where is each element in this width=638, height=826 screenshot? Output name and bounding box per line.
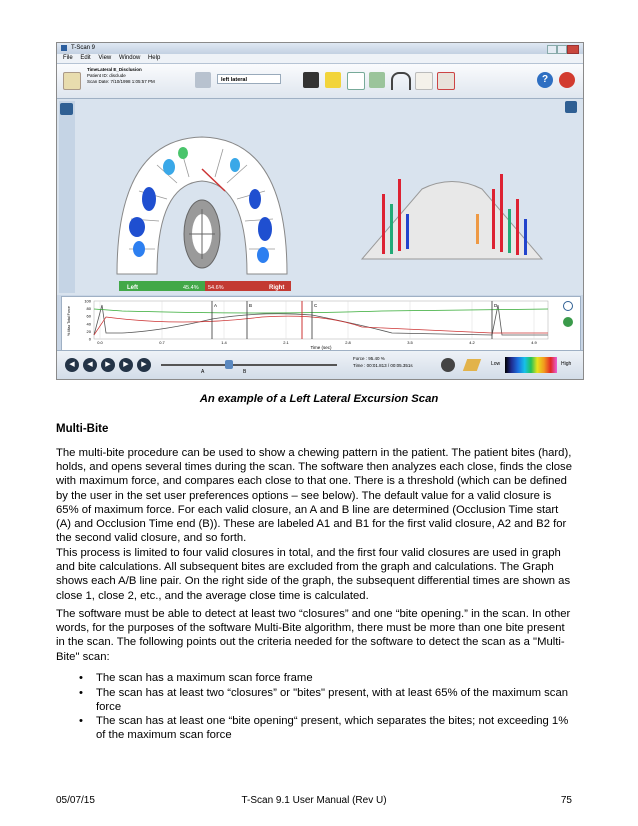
scan-date: Scan Date: 7/10/1998 1:05:57 PM (87, 79, 155, 84)
compare-icon[interactable] (369, 72, 385, 88)
play-icon[interactable]: ▶ (101, 358, 115, 372)
x-tick-label: 2.1 (283, 340, 289, 345)
x-tick-label: 0.7 (159, 340, 165, 345)
patient-id: Patient ID: disclude (87, 73, 126, 78)
footer-date: 05/07/15 (56, 795, 95, 806)
bullet-marker: • (79, 672, 83, 684)
menu-help[interactable]: Help (147, 55, 161, 61)
refresh-view-icon[interactable] (565, 101, 577, 113)
gauge-icon[interactable] (441, 358, 455, 372)
app-logo-icon (61, 45, 67, 51)
delete-tooth-icon[interactable] (437, 72, 455, 90)
x-tick-label: 4.2 (469, 340, 475, 345)
help-icon[interactable]: ? (537, 72, 553, 88)
fast-forward-icon[interactable]: ▶ (119, 358, 133, 372)
force-value: Force : 95.40 % (353, 356, 385, 361)
section-heading: Multi-Bite (56, 423, 109, 435)
y-tick-label: 100 (84, 298, 91, 304)
save-icon[interactable] (195, 72, 211, 88)
x-axis-label: Time (sec) (310, 345, 332, 350)
y-tick-label: 60 (86, 313, 91, 319)
scan-title: TimeLateral E_Disclusion (87, 67, 142, 72)
x-tick-label: 4.9 (531, 340, 537, 345)
arch-icon[interactable] (391, 72, 411, 90)
right-label: Right (269, 285, 285, 291)
time-value: Time : 00:01.813 / 00:05.351s (353, 363, 413, 368)
menu-file[interactable]: File (63, 55, 73, 61)
marker-label: C (314, 303, 318, 308)
marker-label: B (249, 303, 253, 308)
force-time-graph[interactable] (61, 296, 581, 352)
zoom-icon[interactable] (563, 301, 573, 311)
marker-label: D (494, 303, 498, 308)
y-tick-label: 20 (86, 328, 91, 334)
bullet-marker: • (79, 687, 83, 699)
figure-caption: An example of a Left Lateral Excursion Scan (199, 393, 439, 405)
bullet-text: The scan has a maximum scan force frame (96, 672, 313, 684)
slider-thumb[interactable] (225, 360, 233, 369)
x-tick-label: 2.8 (345, 340, 351, 345)
right-percent: 54.6% (208, 285, 224, 291)
paragraph-2: This process is limited to four valid closures in total, and the first four valid closures are used in graph and bite calculations. All subsequent bites are excluded from the graph and calculations. The Graph shows each A/B line pair. On the right side of the graph, the subsequent differential times are shown as close 1, close 2, etc., and the average close time is calculated. (56, 547, 571, 602)
minimize-button[interactable] (547, 45, 557, 54)
window-titlebar (57, 43, 583, 54)
x-tick-label: 1.4 (221, 340, 227, 345)
timeline-slider[interactable] (161, 364, 337, 366)
paragraph-1: The multi-bite procedure can be used to show a chewing pattern in the patient. The patient bites (hard), holds, and opens several times during the scan. The software then analyzes each close, finds the close with maximum force, and compares each close to that one. There is a threshold (which can be defined by the user in the set user preferences options – see below). The default value for a valid closure is 65% of maximum force. For each valid closure, an A and B line are determined (Occlusion Time start (A) and Occlusion Time end (B)). These are labeled A1 and B1 for the first valid closure, A2 and B2 for the second valid closure, and so forth. (56, 447, 572, 545)
left-percent: 45.4% (183, 285, 199, 291)
ruler-icon[interactable] (463, 359, 481, 371)
y-tick-label: 40 (86, 321, 91, 327)
view-select[interactable] (217, 74, 281, 84)
notes-icon[interactable] (325, 72, 341, 88)
footer-title: T-Scan 9.1 User Manual (Rev U) (241, 795, 387, 806)
bullet-text: The scan has at least two “closures” or "bites" present, with at least 65% of the maximum scan force (96, 687, 569, 714)
sync-icon[interactable] (563, 317, 573, 327)
arch-view-icon[interactable] (60, 103, 73, 115)
bullet-text: The scan has at least one “bite opening“ present, which separates the bites; not exceeding 1% of the maximum scan force (96, 715, 569, 742)
patient-icon[interactable] (63, 72, 81, 90)
y-tick-label: 0 (88, 336, 91, 342)
y-axis-label: % Max Total Force (67, 306, 71, 336)
camera-icon[interactable] (303, 72, 319, 88)
force-readout (353, 355, 413, 369)
scan-info (87, 67, 155, 85)
page-number: 75 (560, 795, 572, 806)
y-tick-label: 80 (86, 306, 91, 312)
rewind-icon[interactable]: ◀ (83, 358, 97, 372)
software-screenshot (56, 42, 584, 380)
tooth-icon[interactable] (415, 72, 433, 90)
x-tick-label: 3.5 (407, 340, 413, 345)
marker-a: A (201, 369, 205, 375)
legend-low: Low (491, 361, 501, 367)
view-tools-panel (59, 101, 75, 293)
view-select-value: left lateral (221, 77, 247, 83)
playback-bar (57, 350, 583, 380)
3d-arch-base (362, 182, 542, 260)
paragraph-3: The software must be able to detect at least two “closures” and one “bite opening.” in the scan. In other words, for the purposes of the software Multi-Bite algorithm, there must be more than one bite present in the scan. The following points out the criteria needed for the software to detect the scan as a "Multi-Bite" scan: (56, 608, 571, 663)
marker-label: A (214, 303, 218, 308)
maximize-button[interactable] (557, 45, 567, 54)
close-button[interactable] (567, 45, 579, 54)
menu-edit[interactable]: Edit (80, 55, 91, 61)
bullet-marker: • (79, 715, 83, 727)
skip-end-icon[interactable]: ▶ (137, 358, 151, 372)
menu-view[interactable]: View (98, 55, 112, 61)
menu-bar (57, 54, 583, 64)
legend-high: High (561, 361, 572, 367)
occlusal-2d-view[interactable] (77, 99, 327, 295)
window-title: T-Scan 9 (71, 45, 96, 51)
menu-window[interactable]: Window (118, 55, 141, 61)
graph-icon[interactable] (347, 72, 365, 90)
marker-b: B (243, 369, 247, 375)
x-tick-label: 0.0 (97, 340, 103, 345)
exit-icon[interactable] (559, 72, 575, 88)
occlusal-3d-view[interactable] (342, 119, 562, 289)
skip-start-icon[interactable]: ◀ (65, 358, 79, 372)
scan-view (57, 99, 583, 295)
force-color-scale[interactable] (505, 357, 557, 373)
toolbar (57, 64, 583, 99)
left-label: Left (127, 285, 138, 291)
